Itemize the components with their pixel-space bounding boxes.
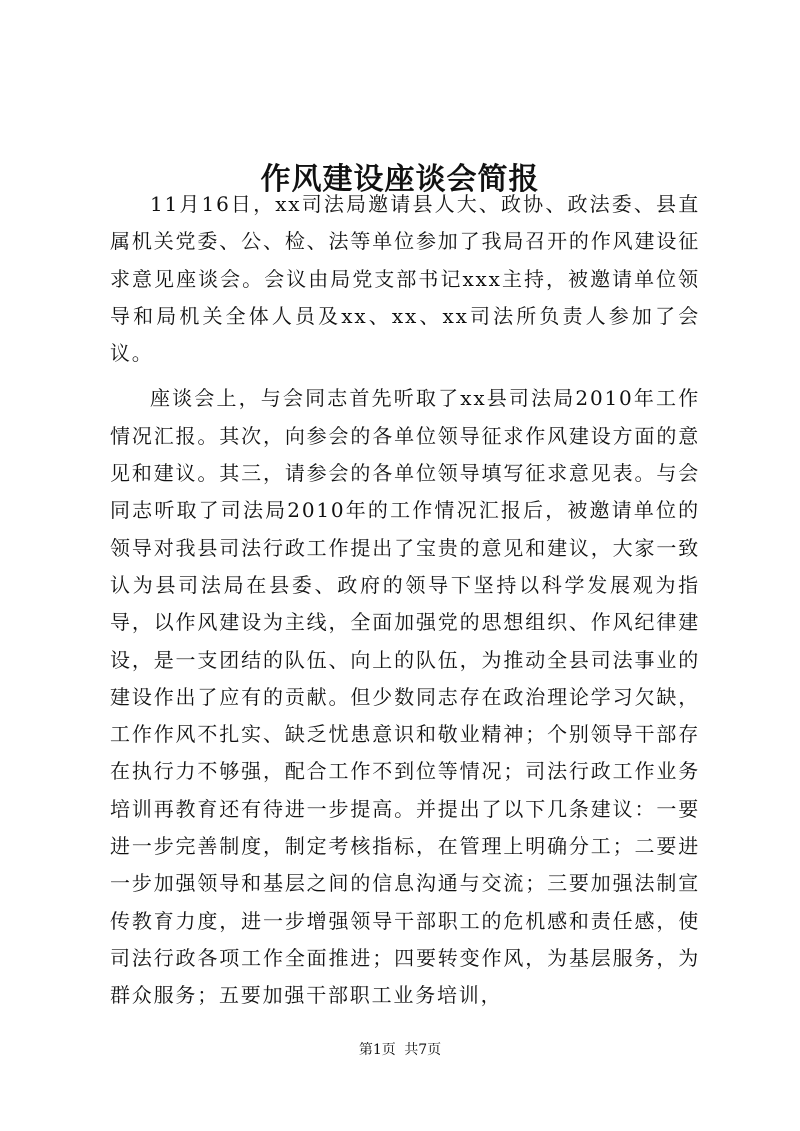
- document-title: 作风建设座谈会简报: [260, 162, 540, 198]
- paragraph-1: 11月16日，xx司法局邀请县人大、政协、政法委、县直属机关党委、公、检、法等单位参加了我局召开的作风建设征求意见座谈会。会议由局党支部书记xxx主持，被邀请单位领导和局机关全体人员及xx、xx、xx司法所负责人参加了会议。: [110, 192, 700, 366]
- page-number: 第1页: [358, 1042, 396, 1058]
- document-body: [110, 186, 700, 1015]
- page-total: 共7页: [404, 1042, 442, 1058]
- paragraph-2: 座谈会上，与会同志首先听取了xx县司法局2010年工作情况汇报。其次，向参会的各单位领导征求作风建设方面的意见和建议。其三，请参会的各单位领导填写征求意见表。与会同志听取了司法局2010年的工作情况汇报后，被邀请单位的领导对我县司法行政工作提出了宝贵的意见和建议，大家一致认为县司法局在县委、政府的领导下坚持以科学发展观为指导，以作风建设为主线，全面加强党的思想组织、作风纪律建设，是一支团结的队伍、向上的队伍，为推动全县司法事业的建设作出了应有的贡献。但少数同志存在政治理论学习欠缺，工作作风不扎实、缺乏忧患意识和敬业精神；个别领导干部存在执行力不够强，配合工作不到位等情况；司法行政工作业务培训再教育还有待进一步提高。并提出了以下几条建议：一要进一步完善制度，制定考核指标，在管理上明确分工；二要进一步加强领导和基层之间的信息沟通与交流；三要加强法制宣传教育力度，进一步增强领导干部职工的危机感和责任感，使司法行政各项工作全面推进；四要转变作风，为基层服务，为群众服务；五要加强干部职工业务培训，: [110, 386, 700, 1008]
- page-footer: [0, 1040, 800, 1060]
